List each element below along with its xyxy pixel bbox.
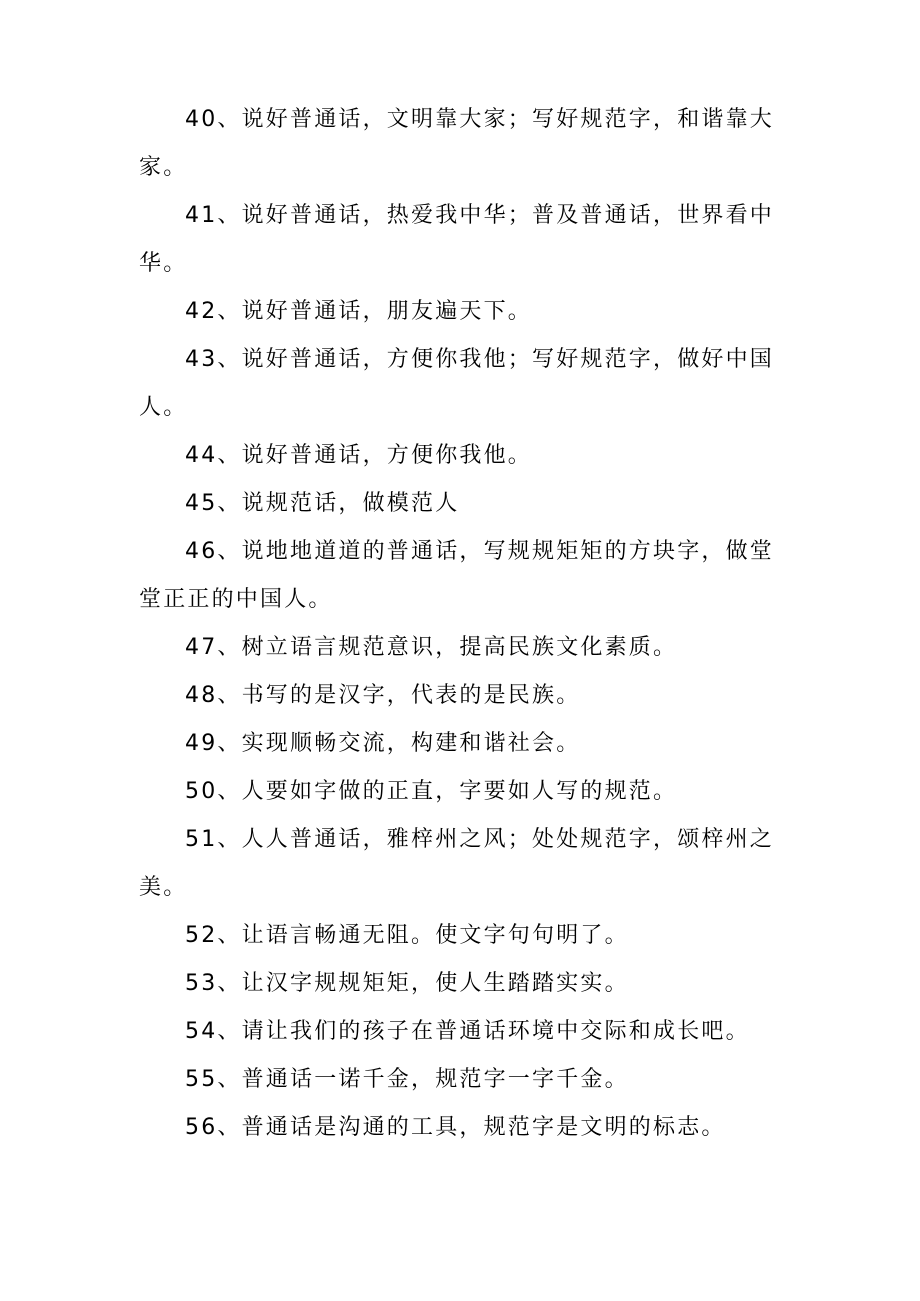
list-item: 51、人人普通话，雅梓州之风；处处规范字，颂梓州之美。 [139,827,774,900]
list-item: 50、人要如字做的正直，字要如人写的规范。 [185,779,678,804]
list-item: 47、树立语言规范意识，提高民族文化素质。 [185,635,678,660]
slogan-list [139,96,787,1152]
list-item: 42、说好普通话，朋友遍天下。 [185,299,532,324]
list-item: 41、说好普通话，热爱我中华；普及普通话，世界看中华。 [139,203,774,276]
list-item: 43、说好普通话，方便你我他；写好规范字，做好中国人。 [139,347,774,420]
list-item: 44、说好普通话，方便你我他。 [185,443,532,468]
list-item: 55、普通话一诺千金，规范字一字千金。 [185,1067,629,1092]
list-item: 48、书写的是汉字，代表的是民族。 [185,683,581,708]
list-item: 56、普通话是沟通的工具，规范字是文明的标志。 [185,1115,726,1140]
list-item: 53、让汉字规规矩矩，使人生踏踏实实。 [185,971,629,996]
list-item: 46、说地地道道的普通话，写规规矩矩的方块字，做堂堂正正的中国人。 [139,539,774,612]
list-item: 40、说好普通话，文明靠大家；写好规范字，和谐靠大家。 [139,107,774,180]
list-item: 52、让语言畅通无阻。使文字句句明了。 [185,923,629,948]
list-item: 45、说规范话，做模范人 [185,491,460,516]
list-item: 49、实现顺畅交流，构建和谐社会。 [185,731,581,756]
list-item: 54、请让我们的孩子在普通话环境中交际和成长吧。 [185,1019,750,1044]
